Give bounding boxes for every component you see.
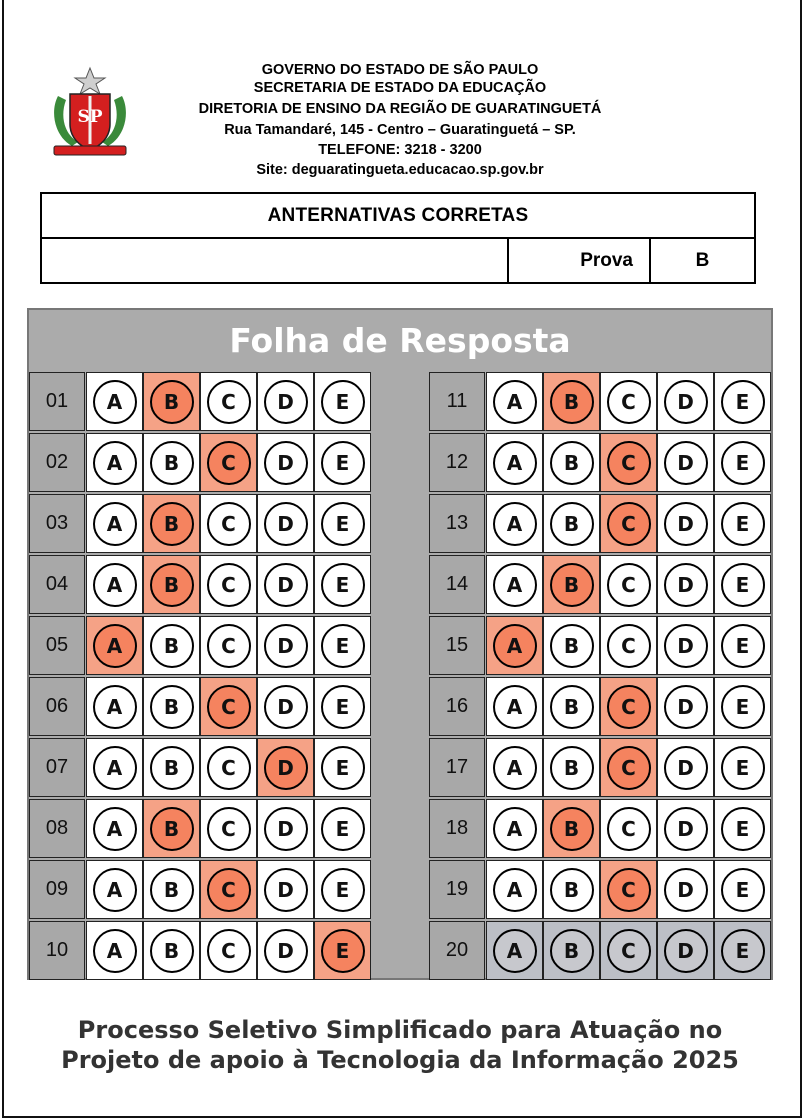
- option-cell-b: [543, 921, 600, 980]
- option-bubble-b: B: [550, 563, 594, 607]
- option-bubble-b: B: [550, 807, 594, 851]
- option-cell-c: [600, 494, 657, 553]
- option-cell-c: [200, 555, 257, 614]
- option-bubble-c: C: [207, 502, 251, 546]
- option-cell-c: [600, 860, 657, 919]
- option-cell-c: [200, 860, 257, 919]
- option-bubble-c: C: [607, 441, 651, 485]
- question-number: 01: [29, 372, 85, 431]
- option-bubble-b: B: [150, 502, 194, 546]
- option-cell-b: [143, 921, 200, 980]
- option-bubble-e: E: [321, 685, 365, 729]
- option-cell-d: [257, 677, 314, 736]
- option-cell-a: [86, 555, 143, 614]
- option-cell-b: [143, 738, 200, 797]
- option-bubble-a: A: [493, 380, 537, 424]
- option-bubble-c: C: [607, 929, 651, 973]
- option-bubble-c: C: [207, 563, 251, 607]
- option-bubble-d: D: [264, 685, 308, 729]
- option-cell-d: [657, 921, 714, 980]
- option-cell-d: [257, 555, 314, 614]
- option-cell-a: [486, 494, 543, 553]
- option-bubble-d: D: [664, 624, 708, 668]
- option-cell-d: [257, 494, 314, 553]
- option-cell-c: [200, 677, 257, 736]
- option-bubble-c: C: [207, 685, 251, 729]
- option-cell-b: [143, 433, 200, 492]
- question-number: 03: [29, 494, 85, 553]
- option-cell-e: [314, 372, 371, 431]
- option-bubble-e: E: [721, 685, 765, 729]
- option-cell-e: [714, 616, 771, 675]
- option-bubble-d: D: [264, 441, 308, 485]
- option-cell-a: [86, 616, 143, 675]
- option-bubble-c: C: [207, 624, 251, 668]
- option-cell-a: [86, 433, 143, 492]
- option-bubble-b: B: [550, 380, 594, 424]
- option-bubble-a: A: [93, 807, 137, 851]
- option-cell-e: [314, 677, 371, 736]
- option-bubble-e: E: [321, 624, 365, 668]
- prova-value: B: [695, 249, 710, 271]
- question-number: 08: [29, 799, 85, 858]
- question-number: 04: [29, 555, 85, 614]
- option-cell-d: [657, 494, 714, 553]
- question-number: 06: [29, 677, 85, 736]
- option-cell-b: [543, 433, 600, 492]
- option-cell-a: [86, 860, 143, 919]
- option-cell-a: [486, 677, 543, 736]
- svg-text:SP: SP: [77, 107, 103, 127]
- option-cell-e: [714, 433, 771, 492]
- option-bubble-e: E: [321, 807, 365, 851]
- option-bubble-a: A: [493, 624, 537, 668]
- option-cell-c: [600, 555, 657, 614]
- option-cell-b: [143, 616, 200, 675]
- header-directorate: DIRETORIA DE ENSINO DA REGIÃO DE GUARATINGUETÁ: [198, 101, 602, 117]
- option-cell-d: [657, 555, 714, 614]
- option-bubble-d: D: [264, 502, 308, 546]
- question-row: [29, 555, 372, 614]
- question-row: [29, 372, 372, 431]
- question-row: [429, 616, 772, 675]
- option-cell-d: [657, 799, 714, 858]
- question-number: 11: [429, 372, 485, 431]
- option-cell-e: [714, 372, 771, 431]
- question-number: 15: [429, 616, 485, 675]
- option-cell-b: [143, 860, 200, 919]
- option-bubble-c: C: [207, 746, 251, 790]
- option-bubble-c: C: [607, 685, 651, 729]
- option-bubble-e: E: [721, 502, 765, 546]
- question-row: [429, 799, 772, 858]
- option-cell-a: [86, 799, 143, 858]
- option-bubble-b: B: [150, 685, 194, 729]
- option-cell-b: [143, 555, 200, 614]
- answer-key-blank-cell: [42, 239, 509, 282]
- option-cell-e: [714, 799, 771, 858]
- option-cell-c: [200, 494, 257, 553]
- question-number: 09: [29, 860, 85, 919]
- option-bubble-a: A: [493, 807, 537, 851]
- option-cell-a: [86, 921, 143, 980]
- option-bubble-d: D: [664, 563, 708, 607]
- option-cell-b: [143, 372, 200, 431]
- option-cell-b: [143, 677, 200, 736]
- option-cell-e: [314, 555, 371, 614]
- option-cell-e: [714, 555, 771, 614]
- option-cell-a: [86, 494, 143, 553]
- option-bubble-a: A: [93, 929, 137, 973]
- footer-line-2: Projeto de apoio à Tecnologia da Informação 2025: [61, 1046, 739, 1074]
- option-cell-a: [486, 799, 543, 858]
- header-phone: TELEFONE: 3218 - 3200: [318, 142, 482, 158]
- option-cell-b: [543, 555, 600, 614]
- header-secretariat: SECRETARIA DE ESTADO DA EDUCAÇÃO: [253, 80, 547, 96]
- option-bubble-c: C: [607, 502, 651, 546]
- option-cell-d: [657, 433, 714, 492]
- option-cell-c: [200, 616, 257, 675]
- question-number: 07: [29, 738, 85, 797]
- option-bubble-a: A: [93, 746, 137, 790]
- option-bubble-d: D: [664, 868, 708, 912]
- option-cell-a: [86, 738, 143, 797]
- option-cell-c: [200, 799, 257, 858]
- option-bubble-a: A: [493, 746, 537, 790]
- option-bubble-d: D: [264, 929, 308, 973]
- option-bubble-b: B: [550, 746, 594, 790]
- question-row: [29, 799, 372, 858]
- option-bubble-c: C: [207, 868, 251, 912]
- option-cell-b: [543, 860, 600, 919]
- option-cell-c: [600, 738, 657, 797]
- header-address: Rua Tamandaré, 145 - Centro – Guaratinguetá – SP.: [224, 122, 576, 138]
- option-bubble-e: E: [721, 380, 765, 424]
- sao-paulo-coat-of-arms-logo: [48, 66, 132, 160]
- option-bubble-a: A: [93, 624, 137, 668]
- answer-sheet-title: Folha de Resposta: [229, 320, 571, 360]
- answer-key-title: ANTERNATIVAS CORRETAS: [42, 194, 754, 239]
- option-bubble-e: E: [321, 502, 365, 546]
- option-bubble-b: B: [550, 929, 594, 973]
- question-number: 12: [429, 433, 485, 492]
- footer-line-1: Processo Seletivo Simplificado para Atuação no: [77, 1016, 723, 1044]
- option-bubble-d: D: [264, 380, 308, 424]
- header-website: Site: deguaratingueta.educacao.sp.gov.br: [256, 162, 544, 178]
- option-cell-b: [543, 616, 600, 675]
- option-bubble-e: E: [721, 746, 765, 790]
- option-bubble-a: A: [493, 868, 537, 912]
- option-bubble-e: E: [721, 807, 765, 851]
- option-bubble-c: C: [607, 380, 651, 424]
- option-bubble-c: C: [207, 441, 251, 485]
- option-cell-e: [314, 738, 371, 797]
- option-cell-e: [714, 860, 771, 919]
- question-row: [29, 616, 372, 675]
- option-bubble-d: D: [264, 868, 308, 912]
- option-cell-d: [657, 616, 714, 675]
- option-bubble-d: D: [664, 502, 708, 546]
- question-number: 05: [29, 616, 85, 675]
- option-bubble-d: D: [664, 929, 708, 973]
- option-bubble-a: A: [93, 685, 137, 729]
- option-cell-d: [257, 433, 314, 492]
- option-bubble-a: A: [93, 380, 137, 424]
- answer-key-box: [40, 192, 756, 284]
- option-bubble-b: B: [550, 502, 594, 546]
- option-cell-b: [143, 494, 200, 553]
- question-number: 17: [429, 738, 485, 797]
- question-row: [429, 372, 772, 431]
- option-bubble-e: E: [721, 929, 765, 973]
- question-row: [429, 738, 772, 797]
- option-cell-e: [714, 921, 771, 980]
- option-bubble-b: B: [150, 380, 194, 424]
- question-number: 18: [429, 799, 485, 858]
- option-bubble-e: E: [321, 441, 365, 485]
- question-number: 14: [429, 555, 485, 614]
- question-row: [29, 860, 372, 919]
- option-cell-d: [257, 921, 314, 980]
- question-row: [429, 494, 772, 553]
- option-cell-c: [600, 433, 657, 492]
- option-cell-e: [314, 494, 371, 553]
- option-cell-b: [543, 799, 600, 858]
- option-bubble-d: D: [664, 380, 708, 424]
- option-bubble-e: E: [721, 563, 765, 607]
- option-bubble-a: A: [93, 441, 137, 485]
- option-bubble-b: B: [150, 929, 194, 973]
- option-bubble-b: B: [150, 563, 194, 607]
- option-cell-a: [486, 860, 543, 919]
- option-cell-c: [200, 738, 257, 797]
- prova-label: Prova: [509, 239, 651, 282]
- option-bubble-b: B: [150, 441, 194, 485]
- option-cell-e: [714, 677, 771, 736]
- question-row: [29, 433, 372, 492]
- option-bubble-c: C: [207, 807, 251, 851]
- option-cell-d: [657, 372, 714, 431]
- question-number: 19: [429, 860, 485, 919]
- option-bubble-a: A: [93, 563, 137, 607]
- option-cell-b: [143, 799, 200, 858]
- option-bubble-e: E: [721, 624, 765, 668]
- option-cell-d: [257, 738, 314, 797]
- option-bubble-a: A: [93, 868, 137, 912]
- option-bubble-b: B: [150, 746, 194, 790]
- option-cell-d: [657, 738, 714, 797]
- option-bubble-b: B: [550, 685, 594, 729]
- option-bubble-c: C: [607, 624, 651, 668]
- option-bubble-e: E: [721, 441, 765, 485]
- option-cell-e: [314, 799, 371, 858]
- option-cell-a: [486, 555, 543, 614]
- question-row: [29, 738, 372, 797]
- option-cell-a: [86, 372, 143, 431]
- option-cell-a: [86, 677, 143, 736]
- option-bubble-b: B: [150, 624, 194, 668]
- option-bubble-d: D: [264, 563, 308, 607]
- option-bubble-b: B: [550, 441, 594, 485]
- option-cell-e: [314, 921, 371, 980]
- option-cell-e: [314, 860, 371, 919]
- question-number: 16: [429, 677, 485, 736]
- header-government: GOVERNO DO ESTADO DE SÃO PAULO: [261, 62, 539, 78]
- option-bubble-c: C: [207, 929, 251, 973]
- option-cell-d: [257, 372, 314, 431]
- option-bubble-d: D: [264, 624, 308, 668]
- option-cell-b: [543, 494, 600, 553]
- option-bubble-a: A: [93, 502, 137, 546]
- option-cell-e: [314, 433, 371, 492]
- question-row: [29, 921, 372, 980]
- option-cell-c: [600, 799, 657, 858]
- answer-sheet: [27, 308, 773, 980]
- option-cell-a: [486, 738, 543, 797]
- option-bubble-e: E: [721, 868, 765, 912]
- question-row: [429, 677, 772, 736]
- option-bubble-e: E: [321, 929, 365, 973]
- option-cell-a: [486, 921, 543, 980]
- option-bubble-b: B: [150, 807, 194, 851]
- question-row: [429, 860, 772, 919]
- option-bubble-d: D: [264, 746, 308, 790]
- option-bubble-c: C: [607, 746, 651, 790]
- option-bubble-a: A: [493, 929, 537, 973]
- option-bubble-d: D: [664, 807, 708, 851]
- option-bubble-c: C: [207, 380, 251, 424]
- option-cell-c: [200, 921, 257, 980]
- option-bubble-c: C: [607, 807, 651, 851]
- option-cell-e: [714, 738, 771, 797]
- option-cell-d: [257, 799, 314, 858]
- option-bubble-b: B: [550, 868, 594, 912]
- option-bubble-a: A: [493, 441, 537, 485]
- option-cell-d: [657, 860, 714, 919]
- option-bubble-a: A: [493, 563, 537, 607]
- question-row: [29, 677, 372, 736]
- option-cell-d: [257, 860, 314, 919]
- question-row: [429, 433, 772, 492]
- option-bubble-e: E: [321, 746, 365, 790]
- option-cell-c: [200, 433, 257, 492]
- option-cell-d: [257, 616, 314, 675]
- option-cell-c: [200, 372, 257, 431]
- option-bubble-e: E: [321, 563, 365, 607]
- option-cell-c: [600, 372, 657, 431]
- option-bubble-d: D: [664, 746, 708, 790]
- option-bubble-d: D: [664, 685, 708, 729]
- option-bubble-d: D: [264, 807, 308, 851]
- question-row: [429, 555, 772, 614]
- option-cell-a: [486, 372, 543, 431]
- option-cell-c: [600, 677, 657, 736]
- option-bubble-d: D: [664, 441, 708, 485]
- option-bubble-c: C: [607, 868, 651, 912]
- question-number: 13: [429, 494, 485, 553]
- option-cell-e: [314, 616, 371, 675]
- option-bubble-b: B: [150, 868, 194, 912]
- question-row: [29, 494, 372, 553]
- option-cell-b: [543, 738, 600, 797]
- question-number: 20: [429, 921, 485, 980]
- option-cell-c: [600, 616, 657, 675]
- option-bubble-c: C: [607, 563, 651, 607]
- question-row: [429, 921, 772, 980]
- option-cell-b: [543, 677, 600, 736]
- option-bubble-b: B: [550, 624, 594, 668]
- option-bubble-e: E: [321, 868, 365, 912]
- question-number: 02: [29, 433, 85, 492]
- option-cell-c: [600, 921, 657, 980]
- option-bubble-a: A: [493, 502, 537, 546]
- question-number: 10: [29, 921, 85, 980]
- option-cell-a: [486, 616, 543, 675]
- option-cell-b: [543, 372, 600, 431]
- option-cell-a: [486, 433, 543, 492]
- option-bubble-a: A: [493, 685, 537, 729]
- option-cell-e: [714, 494, 771, 553]
- option-cell-d: [657, 677, 714, 736]
- option-bubble-e: E: [321, 380, 365, 424]
